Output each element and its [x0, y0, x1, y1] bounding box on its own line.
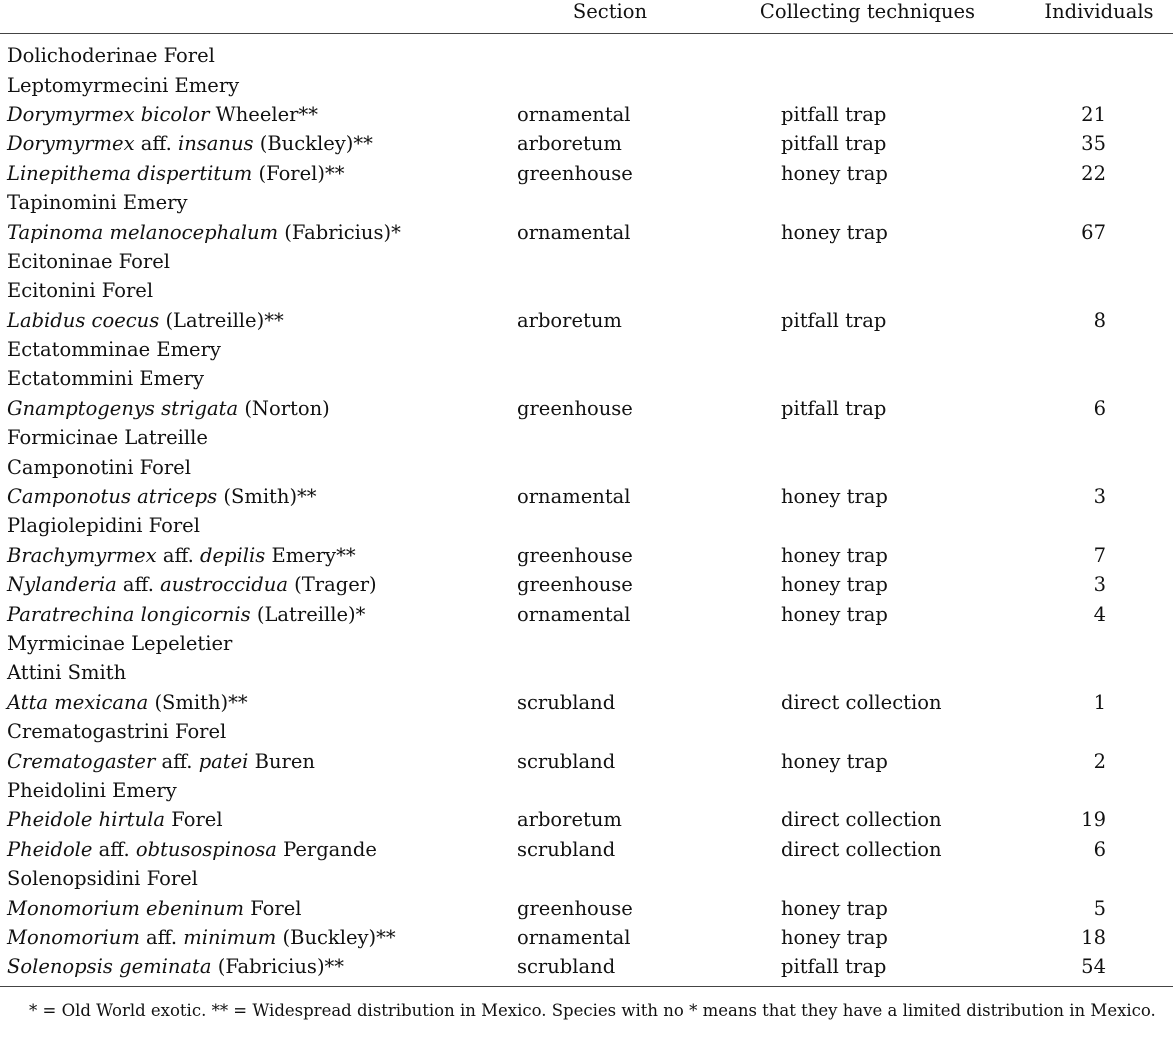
empty-cell — [1025, 452, 1173, 481]
species-row — [0, 599, 1173, 628]
individuals-cell: 1 — [1093, 690, 1106, 714]
species-name-cell — [0, 746, 510, 775]
individuals-cell: 18 — [1081, 925, 1106, 949]
empty-cell — [510, 717, 710, 746]
genus-name: Solenopsis — [7, 955, 113, 979]
taxon-group-row — [0, 188, 1173, 217]
empty-cell — [1025, 70, 1173, 99]
section-cell: arboretum — [517, 308, 622, 332]
authority: (Smith)** — [223, 485, 317, 509]
individuals-cell: 3 — [1093, 485, 1106, 509]
species-epithet: longicornis — [140, 602, 251, 626]
aff-marker: aff. — [122, 573, 154, 597]
collecting-technique-cell: pitfall trap — [781, 132, 887, 156]
species-row — [0, 306, 1173, 335]
empty-cell — [710, 247, 1025, 276]
authority: Forel — [250, 896, 302, 920]
section-cell: ornamental — [517, 485, 631, 509]
collecting-technique-cell: direct collection — [781, 690, 942, 714]
table-header-row — [0, 0, 1173, 34]
empty-cell — [710, 658, 1025, 687]
individuals-cell: 6 — [1093, 837, 1106, 861]
empty-cell — [1025, 247, 1173, 276]
species-epithet: depilis — [200, 543, 266, 567]
taxon-group-label: Myrmicinae Lepeletier — [7, 632, 233, 655]
authority: Pergande — [283, 837, 377, 861]
collecting-technique-cell: honey trap — [781, 161, 888, 185]
species-row — [0, 100, 1173, 129]
empty-cell — [1025, 34, 1173, 71]
authority: (Buckley)** — [282, 925, 396, 949]
empty-cell — [710, 34, 1025, 71]
header-collecting-techniques: Collecting techniques — [710, 0, 1025, 34]
species-row — [0, 541, 1173, 570]
collecting-technique-cell: honey trap — [781, 925, 888, 949]
species-name-cell — [0, 482, 510, 511]
taxon-group-label: Ecitonini Forel — [7, 279, 154, 303]
genus-name: Pheidole — [7, 808, 93, 832]
individuals-cell: 6 — [1093, 396, 1106, 420]
header-section: Section — [510, 0, 710, 34]
empty-cell — [510, 247, 710, 276]
empty-cell — [1025, 423, 1173, 452]
species-epithet: melanocephalum — [109, 220, 279, 244]
individuals-cell: 3 — [1093, 573, 1106, 597]
taxon-group-row — [0, 364, 1173, 393]
species-epithet: bicolor — [140, 102, 210, 126]
empty-cell — [1025, 658, 1173, 687]
empty-cell — [510, 276, 710, 305]
species-name-cell — [0, 835, 510, 864]
empty-cell — [510, 629, 710, 658]
collecting-technique-cell: direct collection — [781, 837, 942, 861]
collecting-technique-cell: pitfall trap — [781, 396, 887, 420]
species-epithet: ebeninum — [146, 896, 245, 920]
section-cell: greenhouse — [517, 573, 633, 597]
taxon-group-row — [0, 452, 1173, 481]
taxon-group-row — [0, 335, 1173, 364]
species-row — [0, 217, 1173, 246]
genus-name: Atta — [7, 690, 49, 714]
empty-cell — [1025, 717, 1173, 746]
taxon-group-label: Formicinae Latreille — [7, 426, 208, 450]
taxon-group-row — [0, 247, 1173, 276]
species-epithet: insanus — [177, 132, 254, 156]
individuals-cell: 35 — [1081, 132, 1106, 156]
empty-cell — [710, 423, 1025, 452]
empty-cell — [1025, 864, 1173, 893]
section-cell: ornamental — [517, 602, 631, 626]
genus-name: Tapinoma — [7, 220, 104, 244]
individuals-cell: 67 — [1081, 220, 1106, 244]
empty-cell — [710, 864, 1025, 893]
empty-cell — [1025, 364, 1173, 393]
individuals-cell: 5 — [1093, 896, 1106, 920]
individuals-cell: 2 — [1093, 749, 1106, 773]
species-name-cell — [0, 688, 510, 717]
empty-cell — [710, 629, 1025, 658]
species-row — [0, 835, 1173, 864]
species-epithet: minimum — [183, 925, 277, 949]
species-epithet: obtusospinosa — [135, 837, 277, 861]
species-row — [0, 688, 1173, 717]
taxon-group-label: Ectatommini Emery — [7, 367, 205, 391]
collecting-technique-cell: honey trap — [781, 573, 888, 597]
individuals-cell: 19 — [1081, 808, 1106, 832]
species-epithet: hirtula — [98, 808, 166, 832]
species-row — [0, 893, 1173, 922]
empty-cell — [510, 188, 710, 217]
species-row — [0, 159, 1173, 188]
taxon-group-row — [0, 511, 1173, 540]
taxon-group-label: Plagiolepidini Forel — [7, 514, 200, 538]
empty-cell — [510, 776, 710, 805]
authority: (Fabricius)* — [284, 220, 401, 244]
authority: (Latreille)** — [165, 308, 284, 332]
species-epithet: austroccidua — [160, 573, 288, 597]
empty-cell — [510, 34, 710, 71]
section-cell: scrubland — [517, 955, 616, 979]
genus-name: Crematogaster — [7, 749, 156, 773]
genus-name: Dorymyrmex — [7, 102, 135, 126]
species-epithet: patei — [198, 749, 249, 773]
section-cell: ornamental — [517, 220, 631, 244]
section-cell: greenhouse — [517, 161, 633, 185]
genus-name: Paratrechina — [7, 602, 135, 626]
taxon-group-label: Ectatomminae Emery — [7, 338, 221, 362]
empty-cell — [710, 188, 1025, 217]
taxon-group-label: Pheidolini Emery — [7, 778, 177, 802]
section-cell: scrubland — [517, 749, 616, 773]
genus-name: Monomorium — [7, 925, 140, 949]
species-row — [0, 129, 1173, 158]
empty-cell — [1025, 276, 1173, 305]
taxon-group-label: Camponotini Forel — [7, 455, 191, 479]
individuals-cell: 8 — [1093, 308, 1106, 332]
authority: (Forel)** — [258, 161, 345, 185]
species-row — [0, 805, 1173, 834]
species-epithet: coecus — [91, 308, 160, 332]
aff-marker: aff. — [162, 543, 194, 567]
collecting-technique-cell: pitfall trap — [781, 102, 887, 126]
taxon-group-label: Crematogastrini Forel — [7, 720, 227, 744]
species-name-cell — [0, 893, 510, 922]
empty-cell — [510, 423, 710, 452]
genus-name: Dorymyrmex — [7, 132, 135, 156]
authority: (Norton) — [244, 396, 330, 420]
empty-cell — [510, 335, 710, 364]
species-row — [0, 482, 1173, 511]
species-epithet: strigata — [161, 396, 239, 420]
taxon-group-label: Solenopsidini Forel — [7, 867, 198, 891]
empty-cell — [710, 776, 1025, 805]
aff-marker: aff. — [98, 837, 130, 861]
species-name-cell — [0, 217, 510, 246]
empty-cell — [710, 335, 1025, 364]
species-name-cell — [0, 306, 510, 335]
empty-cell — [510, 452, 710, 481]
empty-cell — [510, 364, 710, 393]
collecting-technique-cell: honey trap — [781, 543, 888, 567]
taxon-group-row — [0, 423, 1173, 452]
empty-cell — [710, 717, 1025, 746]
empty-cell — [1025, 776, 1173, 805]
species-row — [0, 394, 1173, 423]
taxon-group-label: Dolichoderinae Forel — [7, 44, 215, 68]
aff-marker: aff. — [146, 925, 178, 949]
collecting-technique-cell: honey trap — [781, 485, 888, 509]
species-name-cell — [0, 805, 510, 834]
species-epithet: dispertitum — [137, 161, 253, 185]
table-bottom-rule — [0, 986, 1173, 987]
species-name-cell — [0, 570, 510, 599]
species-row — [0, 570, 1173, 599]
taxon-group-row — [0, 776, 1173, 805]
section-cell: scrubland — [517, 690, 616, 714]
header-taxon — [0, 0, 510, 34]
taxon-group-label: Attini Smith — [7, 661, 127, 685]
species-name-cell — [0, 952, 510, 981]
species-epithet: atriceps — [137, 485, 218, 509]
taxon-group-label: Leptomyrmecini Emery — [7, 73, 240, 97]
individuals-cell: 4 — [1093, 602, 1106, 626]
collecting-technique-cell: honey trap — [781, 220, 888, 244]
table-footnote: * = Old World exotic. ** = Widespread distribution in Mexico. Species with no * means that they have a limited distribution in Mexico. — [29, 1001, 1156, 1020]
empty-cell — [1025, 511, 1173, 540]
taxon-group-row — [0, 658, 1173, 687]
taxon-group-label: Ecitoninae Forel — [7, 249, 170, 273]
section-cell: greenhouse — [517, 896, 633, 920]
authority: (Latreille)* — [256, 602, 366, 626]
species-row — [0, 952, 1173, 981]
section-cell: arboretum — [517, 808, 622, 832]
individuals-cell: 22 — [1081, 161, 1106, 185]
taxon-group-row — [0, 70, 1173, 99]
collecting-technique-cell: honey trap — [781, 896, 888, 920]
species-row — [0, 746, 1173, 775]
empty-cell — [510, 658, 710, 687]
collecting-technique-cell: honey trap — [781, 602, 888, 626]
taxon-group-row — [0, 276, 1173, 305]
genus-name: Monomorium — [7, 896, 140, 920]
aff-marker: aff. — [161, 749, 193, 773]
species-name-cell — [0, 394, 510, 423]
section-cell: scrubland — [517, 837, 616, 861]
collecting-technique-cell: pitfall trap — [781, 308, 887, 332]
section-cell: ornamental — [517, 102, 631, 126]
species-epithet: geminata — [119, 955, 212, 979]
empty-cell — [510, 70, 710, 99]
genus-name: Pheidole — [7, 837, 93, 861]
individuals-cell: 54 — [1081, 955, 1106, 979]
authority: Emery** — [271, 543, 356, 567]
authority: (Buckley)** — [259, 132, 373, 156]
genus-name: Labidus — [7, 308, 86, 332]
taxon-group-row — [0, 717, 1173, 746]
individuals-cell: 21 — [1081, 102, 1106, 126]
collecting-technique-cell: honey trap — [781, 749, 888, 773]
empty-cell — [710, 364, 1025, 393]
species-epithet: mexicana — [54, 690, 149, 714]
authority: Forel — [171, 808, 223, 832]
taxon-group-row — [0, 629, 1173, 658]
table-body — [0, 34, 1173, 982]
section-cell: greenhouse — [517, 396, 633, 420]
genus-name: Nylanderia — [7, 573, 117, 597]
species-row — [0, 923, 1173, 952]
species-name-cell — [0, 599, 510, 628]
empty-cell — [710, 452, 1025, 481]
empty-cell — [1025, 629, 1173, 658]
aff-marker: aff. — [140, 132, 172, 156]
section-cell: ornamental — [517, 925, 631, 949]
authority: (Smith)** — [154, 690, 248, 714]
authority: Wheeler** — [215, 102, 318, 126]
species-name-cell — [0, 541, 510, 570]
section-cell: greenhouse — [517, 543, 633, 567]
species-name-cell — [0, 159, 510, 188]
empty-cell — [1025, 335, 1173, 364]
taxon-group-row — [0, 864, 1173, 893]
empty-cell — [510, 864, 710, 893]
genus-name: Brachymyrmex — [7, 543, 157, 567]
header-individuals: Individuals — [1025, 0, 1173, 34]
species-name-cell — [0, 100, 510, 129]
species-name-cell — [0, 129, 510, 158]
empty-cell — [710, 276, 1025, 305]
authority: Buren — [254, 749, 315, 773]
species-name-cell — [0, 923, 510, 952]
individuals-cell: 7 — [1093, 543, 1106, 567]
empty-cell — [710, 70, 1025, 99]
genus-name: Gnamptogenys — [7, 396, 155, 420]
collecting-technique-cell: direct collection — [781, 808, 942, 832]
collecting-technique-cell: pitfall trap — [781, 955, 887, 979]
authority: (Fabricius)** — [217, 955, 345, 979]
genus-name: Camponotus — [7, 485, 131, 509]
taxon-group-row — [0, 34, 1173, 71]
empty-cell — [510, 511, 710, 540]
genus-name: Linepithema — [7, 161, 132, 185]
empty-cell — [1025, 188, 1173, 217]
section-cell: arboretum — [517, 132, 622, 156]
empty-cell — [710, 511, 1025, 540]
authority: (Trager) — [294, 573, 377, 597]
taxon-group-label: Tapinomini Emery — [7, 191, 188, 215]
